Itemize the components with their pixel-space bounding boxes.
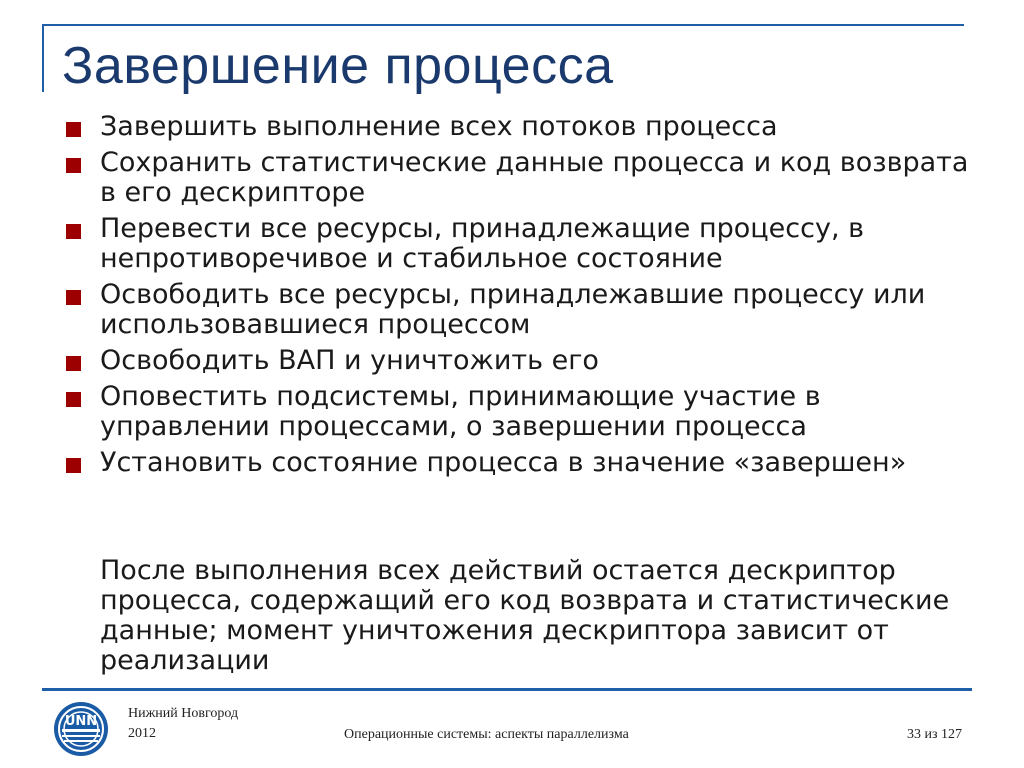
left-divider (42, 24, 44, 92)
bullet-item (66, 346, 986, 376)
bullet-list (66, 112, 986, 484)
bullet-text: Установить состояние процесса в значение «завершен» (100, 447, 907, 478)
bullet-marker-icon (66, 458, 81, 473)
bullet-text: Сохранить статистические данные процесса и код возврата в его дескрипторе (100, 147, 969, 208)
bullet-item (66, 214, 986, 274)
university-logo-icon (52, 700, 110, 758)
bullet-text: Перевести все ресурсы, принадлежащие процессу, в непротиворечивое и стабильное состояние (100, 213, 865, 274)
bullet-marker-icon (66, 122, 81, 137)
footer-course-title: Операционные системы: аспекты параллелизма (344, 727, 629, 742)
bottom-divider (42, 688, 972, 691)
logo-text: UNN (64, 714, 98, 729)
footer-city: Нижний Новгород (128, 706, 239, 721)
bullet-marker-icon (66, 224, 81, 239)
top-divider (42, 24, 964, 26)
page-number: 33 из 127 (906, 727, 962, 742)
bullet-text: Освободить все ресурсы, принадлежавшие процессу или использовавшиеся процессом (100, 279, 926, 340)
bullet-text: Завершить выполнение всех потоков процесса (100, 111, 778, 142)
bullet-marker-icon (66, 290, 81, 305)
bullet-text: Освободить ВАП и уничтожить его (100, 345, 599, 376)
footer-year: 2012 (128, 726, 156, 741)
slide-title: Завершение процесса (62, 37, 614, 95)
bullet-item (66, 148, 986, 208)
bullet-marker-icon (66, 392, 81, 407)
bullet-text: Оповестить подсистемы, принимающие участие в управлении процессами, о завершении процесса (100, 381, 821, 442)
bullet-item (66, 280, 986, 340)
bullet-marker-icon (66, 158, 81, 173)
bullet-item (66, 448, 986, 478)
summary-note: После выполнения всех действий остается дескриптор процесса, содержащий его код возврата и статистические данные; момент уничтожения дескриптора зависит от реализации (100, 555, 950, 676)
bullet-marker-icon (66, 356, 81, 371)
bullet-item (66, 382, 986, 442)
bullet-item (66, 112, 986, 142)
